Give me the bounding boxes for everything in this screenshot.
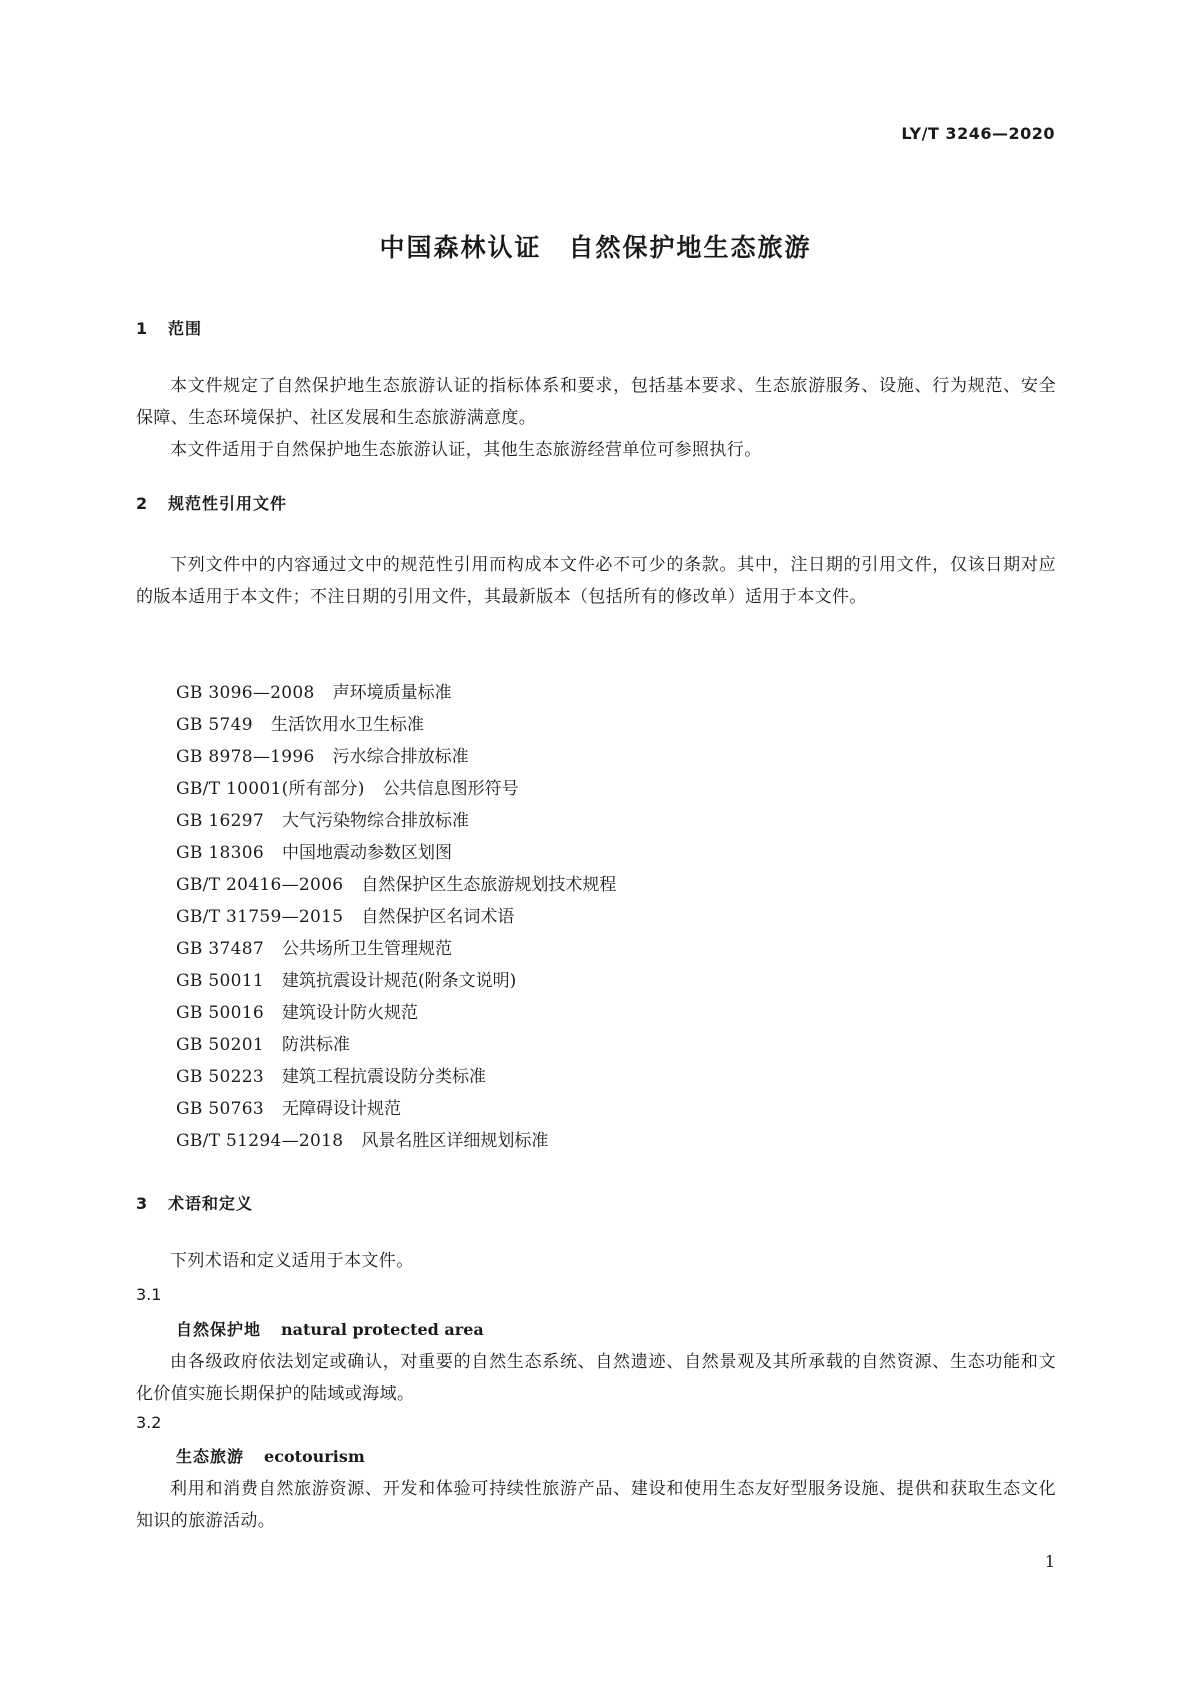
- term-heading: [176, 1317, 484, 1340]
- reference-item: [176, 1125, 616, 1157]
- reference-title: 风景名胜区详细规划标准: [361, 1131, 549, 1151]
- reference-code: GB 8978—1996: [176, 747, 315, 767]
- reference-code: GB 50201: [176, 1035, 264, 1055]
- reference-title: 防洪标准: [281, 1035, 350, 1055]
- reference-title: 污水综合排放标准: [332, 747, 469, 767]
- reference-code: GB/T 51294—2018: [176, 1131, 344, 1151]
- reference-code: GB 18306: [176, 843, 264, 863]
- reference-code: GB 50223: [176, 1067, 264, 1087]
- term-number: 3.1: [136, 1285, 162, 1304]
- reference-item: [176, 805, 616, 837]
- section-title: 规范性引用文件: [168, 494, 288, 513]
- reference-title: 无障碍设计规范: [281, 1099, 401, 1119]
- section-title: 范围: [168, 319, 203, 338]
- reference-code: GB/T 20416—2006: [176, 875, 344, 895]
- reference-title: 建筑设计防火规范: [281, 1003, 418, 1023]
- reference-item: [176, 741, 616, 773]
- standard-number: LY/T 3246—2020: [901, 124, 1055, 143]
- section-title: 术语和定义: [168, 1194, 254, 1213]
- reference-title: 公共信息图形符号: [382, 779, 519, 799]
- document-title: 中国森林认证 自然保护地生态旅游: [379, 233, 812, 262]
- reference-code: GB/T 10001(所有部分): [176, 779, 365, 799]
- term-heading: [176, 1444, 365, 1467]
- reference-title: 公共场所卫生管理规范: [281, 939, 452, 959]
- term-definition: 由各级政府依法划定或确认，对重要的自然生态系统、自然遗迹、自然景观及其所承载的自然资源、生态功能和文化价值实施长期保护的陆域或海域。: [136, 1352, 1056, 1404]
- term-definition: 利用和消费自然旅游资源、开发和体验可持续性旅游产品、建设和使用生态友好型服务设施、提供和获取生态文化知识的旅游活动。: [136, 1479, 1056, 1531]
- reference-title: 建筑工程抗震设防分类标准: [281, 1067, 486, 1087]
- terms-intro-paragraph: 下列术语和定义适用于本文件。: [170, 1251, 414, 1271]
- reference-item: [176, 709, 616, 741]
- section-2-heading: [136, 491, 287, 514]
- scope-paragraph-2: 本文件适用于自然保护地生态旅游认证，其他生态旅游经营单位可参照执行。: [170, 440, 762, 460]
- section-1-heading: [136, 316, 202, 339]
- page-number: 1: [1044, 1552, 1055, 1571]
- reference-title: 建筑抗震设计规范(附条文说明): [281, 971, 517, 991]
- reference-item: [176, 1029, 616, 1061]
- term-chinese: 自然保护地: [176, 1320, 262, 1339]
- reference-title: 声环境质量标准: [332, 683, 452, 703]
- term-english: ecotourism: [264, 1447, 365, 1466]
- reference-title: 自然保护区生态旅游规划技术规程: [361, 875, 617, 895]
- reference-item: [176, 677, 616, 709]
- reference-code: GB 5749: [176, 715, 253, 735]
- term-number: 3.2: [136, 1413, 162, 1432]
- reference-item: [176, 1061, 616, 1093]
- reference-title: 中国地震动参数区划图: [281, 843, 452, 863]
- reference-code: GB 50763: [176, 1099, 264, 1119]
- reference-title: 自然保护区名词术语: [361, 907, 515, 927]
- term-chinese: 生态旅游: [176, 1447, 245, 1466]
- section-number: 2: [136, 494, 149, 513]
- section-number: 3: [136, 1194, 149, 1213]
- reference-title: 生活饮用水卫生标准: [270, 715, 424, 735]
- reference-item: [176, 997, 616, 1029]
- reference-item: [176, 965, 616, 997]
- reference-item: [176, 869, 616, 901]
- reference-title: 大气污染物综合排放标准: [281, 811, 469, 831]
- reference-item: [176, 837, 616, 869]
- scope-paragraph-1: 本文件规定了自然保护地生态旅游认证的指标体系和要求，包括基本要求、生态旅游服务、设施、行为规范、安全保障、生态环境保护、社区发展和生态旅游满意度。: [136, 376, 1056, 428]
- reference-code: GB 37487: [176, 939, 264, 959]
- reference-code: GB 50016: [176, 1003, 264, 1023]
- reference-item: [176, 901, 616, 933]
- reference-item: [176, 933, 616, 965]
- reference-code: GB/T 31759—2015: [176, 907, 344, 927]
- normative-references-list: [176, 677, 616, 1157]
- term-english: natural protected area: [281, 1320, 484, 1339]
- references-intro-paragraph: 下列文件中的内容通过文中的规范性引用而构成本文件必不可少的条款。其中，注日期的引用文件，仅该日期对应的版本适用于本文件；不注日期的引用文件，其最新版本（包括所有的修改单）适用于本文件。: [136, 555, 1056, 607]
- section-number: 1: [136, 319, 149, 338]
- reference-item: [176, 773, 616, 805]
- reference-code: GB 16297: [176, 811, 264, 831]
- section-3-heading: [136, 1191, 253, 1214]
- reference-item: [176, 1093, 616, 1125]
- reference-code: GB 3096—2008: [176, 683, 315, 703]
- reference-code: GB 50011: [176, 971, 264, 991]
